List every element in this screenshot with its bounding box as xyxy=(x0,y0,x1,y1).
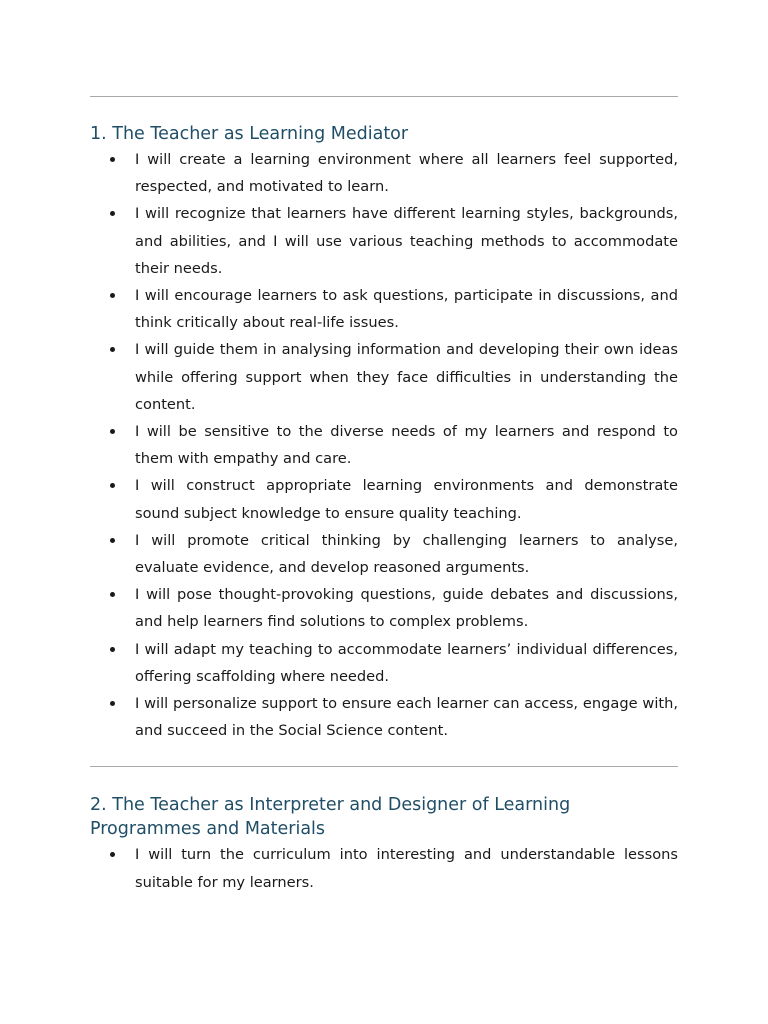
list-item xyxy=(90,418,678,472)
list-item xyxy=(90,581,678,635)
list-item-text: I will guide them in analysing information and developing their own ideas while offering support when they face difficulties in understanding the content. xyxy=(135,341,678,413)
list-item-text: I will promote critical thinking by challenging learners to analyse, evaluate evidence, and develop reasoned arguments. xyxy=(135,531,678,577)
list-item xyxy=(90,841,678,895)
section-heading-learning-mediator: 1. The Teacher as Learning Mediator xyxy=(90,124,409,144)
list-item-text: I will recognize that learners have different learning styles, backgrounds, and abilities, and I will use various teaching methods to accommodate their needs. xyxy=(135,205,678,277)
list-item xyxy=(90,527,678,581)
bullet-icon xyxy=(110,538,115,543)
list-item-text: I will construct appropriate learning environments and demonstrate sound subject knowledge to ensure quality teaching. xyxy=(135,477,678,522)
bullet-icon xyxy=(110,211,115,216)
list-item-text: I will be sensitive to the diverse needs of my learners and respond to them with empathy and care. xyxy=(135,423,678,468)
document-page xyxy=(90,0,678,896)
bullet-icon xyxy=(110,347,115,352)
list-item xyxy=(90,146,678,200)
list-item xyxy=(90,690,678,744)
list-item-text: I will encourage learners to ask questions, participate in discussions, and think critically about real-life issues. xyxy=(135,287,678,332)
bullet-icon xyxy=(110,293,115,298)
list-item-text: I will create a learning environment where all learners feel supported, respected, and motivated to learn. xyxy=(135,151,678,196)
bullet-icon xyxy=(110,483,115,488)
bullet-list-interpreter-designer xyxy=(90,841,678,895)
section-divider xyxy=(90,766,678,767)
list-item xyxy=(90,282,678,336)
bullet-icon xyxy=(110,647,115,652)
list-item xyxy=(90,336,678,418)
list-item xyxy=(90,636,678,690)
bullet-icon xyxy=(110,157,115,162)
bullet-icon xyxy=(110,852,115,857)
list-item xyxy=(90,472,678,526)
list-item-text: I will turn the curriculum into interesting and understandable lessons suitable for my learners. xyxy=(135,846,678,891)
section-heading-interpreter-designer: 2. The Teacher as Interpreter and Designer of Learning Programmes and Materials xyxy=(90,795,571,840)
bullet-icon xyxy=(110,429,115,434)
bullet-icon xyxy=(110,592,115,597)
section-divider xyxy=(90,96,678,97)
bullet-list-learning-mediator xyxy=(90,146,678,744)
list-item-text: I will pose thought-provoking questions, guide debates and discussions, and help learners find solutions to complex problems. xyxy=(135,586,678,631)
list-item-text: I will adapt my teaching to accommodate learners’ individual differences, offering scaffolding where needed. xyxy=(135,640,678,685)
list-item xyxy=(90,200,678,282)
bullet-icon xyxy=(110,701,115,706)
list-item-text: I will personalize support to ensure each learner can access, engage with, and succeed in the Social Science content. xyxy=(135,695,678,740)
